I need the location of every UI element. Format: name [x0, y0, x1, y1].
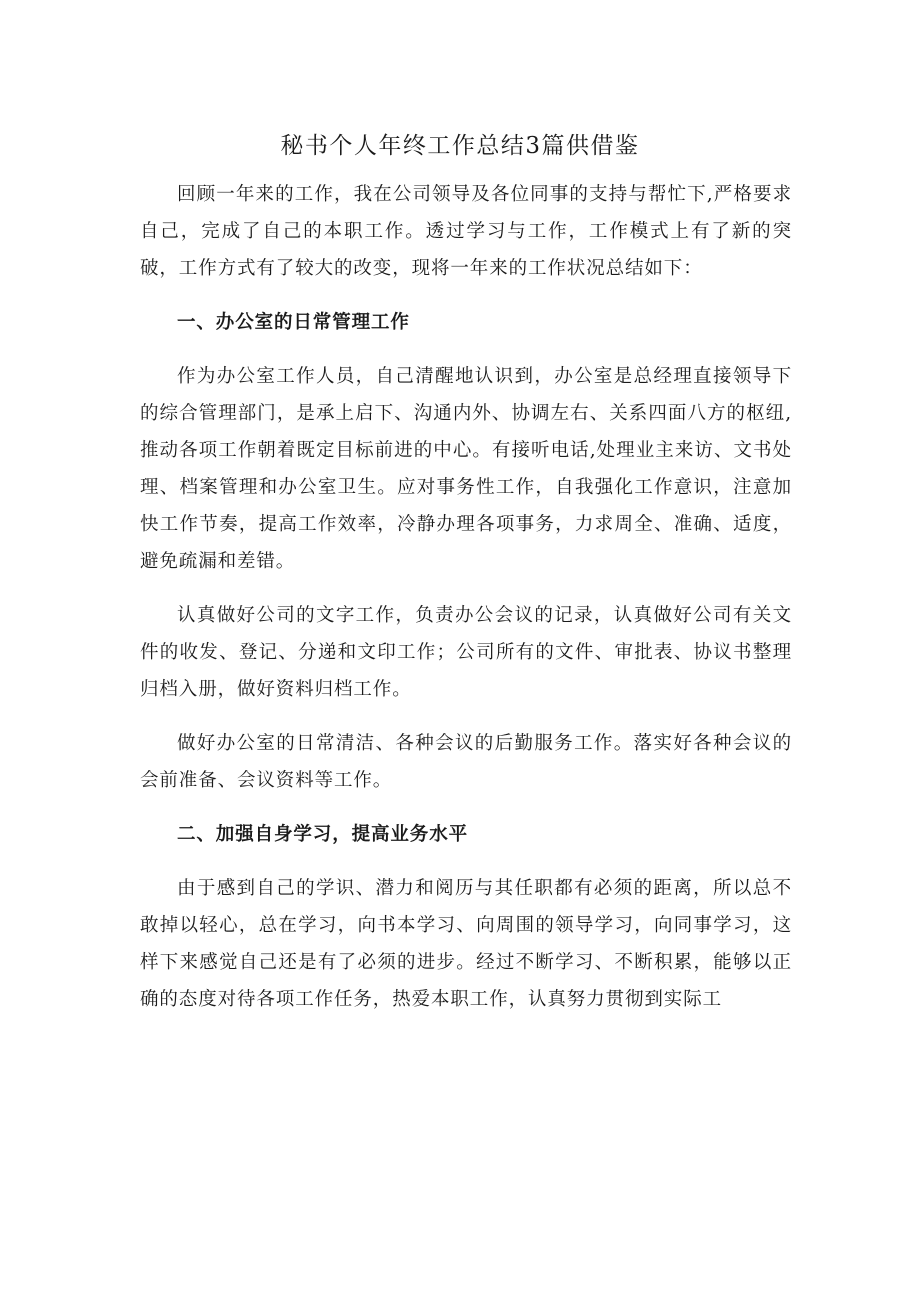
- document-title: 秘书个人年终工作总结3篇供借鉴: [280, 133, 640, 159]
- section-heading-2: 二、加强自身学习，提高业务水平: [177, 824, 469, 845]
- section-1-paragraph-1: 作为办公室工作人员，自己清醒地认识到，办公室是总经理直接领导下的综合管理部门，是承上启下、沟通内外、协调左右、关系四面八方的枢纽,推动各项工作朝着既定目标前进的中心。有接听电话,处理业主来访、文书处理、档案管理和办公室卫生。应对事务性工作，自我强化工作意识，注意加快工作节奏，提高工作效率，冷静办理各项事务，力求周全、准确、适度，避免疏漏和差错。: [140, 366, 792, 572]
- document-body: [140, 176, 792, 1035]
- intro-paragraph: 回顾一年来的工作，我在公司领导及各位同事的支持与帮忙下,严格要求自己，完成了自己的本职工作。透过学习与工作，工作模式上有了新的突破，工作方式有了较大的改变，现将一年来的工作状况总结如下：: [140, 184, 792, 279]
- section-heading-1: 一、办公室的日常管理工作: [177, 312, 410, 333]
- section-1-paragraph-3: 做好办公室的日常清洁、各种会议的后勤服务工作。落实好各种会议的会前准备、会议资料等工作。: [140, 733, 792, 791]
- section-2-paragraph-1: 由于感到自己的学识、潜力和阅历与其任职都有必须的距离，所以总不敢掉以轻心，总在学习，向书本学习、向周围的领导学习，向同事学习，这样下来感觉自己还是有了必须的进步。经过不断学习、不断积累，能够以正确的态度对待各项工作任务，热爱本职工作，认真努力贯彻到实际工: [140, 878, 792, 1010]
- section-1-paragraph-2: 认真做好公司的文字工作，负责办公会议的记录，认真做好公司有关文件的收发、登记、分递和文印工作；公司所有的文件、审批表、协议书整理归档入册，做好资料归档工作。: [140, 605, 792, 700]
